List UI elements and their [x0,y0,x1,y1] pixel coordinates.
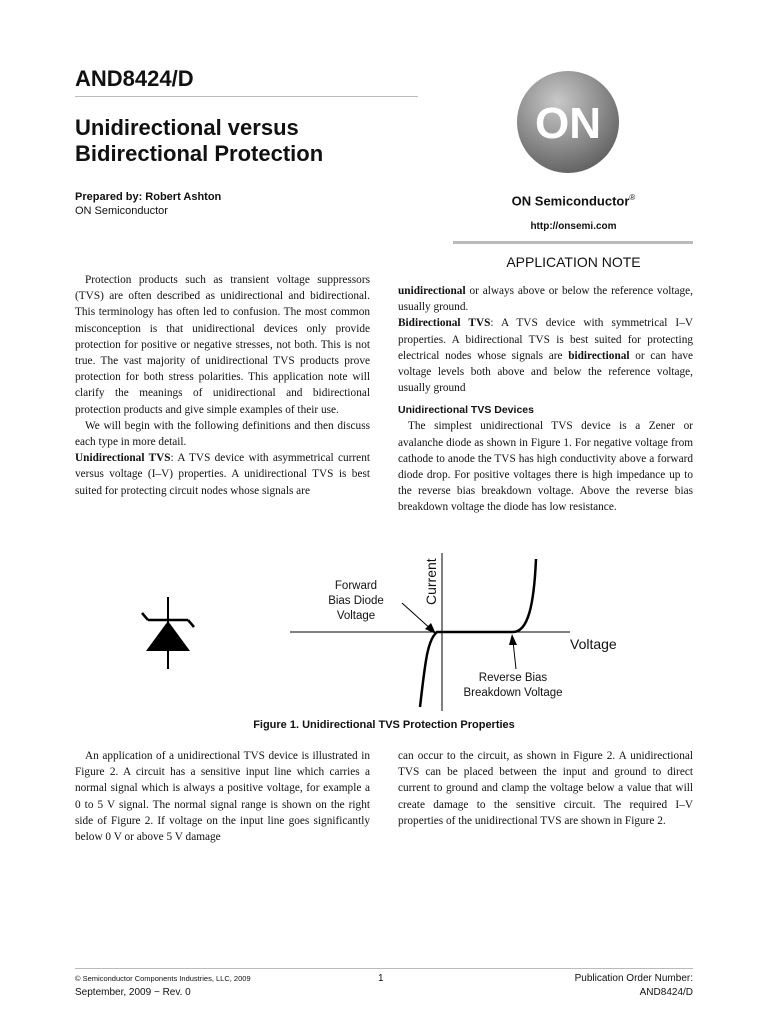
reverse-arrow [513,641,516,669]
title-line-2: Bidirectional Protection [75,141,324,166]
forward-bias-label [328,580,384,622]
brand-divider [453,241,693,244]
document-id: AND8424/D [75,66,194,91]
x-axis-label: Voltage [570,636,617,652]
forward-label-line-1: Forward [334,580,378,592]
document-type: APPLICATION NOTE [506,254,641,270]
company-name-text: ON Semiconductor [511,193,630,209]
definition-bidirectional [398,315,693,396]
copyright-notice: © Semiconductor Components Industries, LLC, 2009 [75,974,251,983]
page-number: 1 [378,973,384,984]
section-heading: Unidirectional TVS Devices [398,404,534,417]
reverse-arrowhead [509,634,517,645]
footer-divider [75,968,693,969]
author-organization: ON Semiconductor [75,205,168,217]
definition-unidirectional [75,450,370,499]
logo-text: ON [535,99,601,148]
page-title [75,115,420,167]
figure-caption: Figure 1. Unidirectional TVS Protection Properties [253,719,515,731]
company-url[interactable]: http://onsemi.com [530,221,617,232]
body-column-4 [398,748,693,829]
application-paragraph: An application of a unidirectional TVS device is illustrated in Figure 2. A circuit has a sensitive input line which carries a normal signal which is always a positive voltage, for example a 0 to 5 V signal. The normal signal range is shown on the right side of Figure 2. If voltage on the input line goes significantly below 0 V or above 5 V damage [75,750,370,844]
publication-order-label: Publication Order Number: [574,973,693,984]
zener-paragraph: The simplest unidirectional TVS device is a Zener or avalanche diode as shown in Figure 1. For negative voltage from cathode to anode the TVS has high conductivity above a forward diode drop. For positive voltages there is high impedance up to the reverse bias breakdown voltage. Above the reverse bias breakdown voltage the diode has low resistance. [398,420,693,514]
company-name [455,193,692,208]
forward-label-line-2: Bias Diode [328,595,384,607]
on-semiconductor-logo [516,70,620,174]
forward-label-line-3: Voltage [336,610,376,622]
header-divider [75,96,418,97]
author-block [75,190,221,218]
definition-unidirectional-cont [398,283,693,315]
body-column-2 [398,283,693,516]
definition-term: Bidirectional TVS [398,317,491,330]
definition-term: Unidirectional TVS [75,452,171,465]
definition-text: or always above or below the reference voltage, usually ground. [398,285,693,314]
date-revision: September, 2009 − Rev. 0 [75,987,191,998]
definition-text: or can have voltage levels both above and below the reference voltage, usually ground [398,349,693,395]
reverse-label-line-2: Breakdown Voltage [463,687,563,699]
body-column-3 [75,748,370,845]
definitions-intro: We will begin with the following definitions and then discuss each type in more detail. [75,419,370,449]
definition-text: : A TVS device with asymmetrical current versus voltage (I–V) properties. A unidirectional TVS is best suited for protecting circuit nodes whose signals are [75,452,370,497]
definition-emphasis: unidirectional [398,285,466,297]
intro-paragraph: Protection products such as transient voltage suppressors (TVS) are often described as unidirectional and bidirectional. This terminology has often led to confusion. The most common misconception is that unidirectional devices only provide protection for positive or negative stresses, not both. This is not true. The vast majority of unidirectional TVS products prove protection for both stress polarities. This application note will clarify the meanings of unidirectional and bidirectional protection products and give simple examples of their use. [75,274,370,416]
body-column-1 [75,272,370,499]
prepared-by: Prepared by: Robert Ashton [75,191,222,203]
tvs-diode-symbol [142,597,194,669]
definition-text: : A TVS device with symmetrical I–V properties. A bidirectional TVS is best suited for protecting electrical nodes whose signals are [398,317,693,362]
figure-1-diagram [120,545,640,715]
publication-number: AND8424/D [639,987,693,998]
application-paragraph-cont: can occur to the circuit, as shown in Figure 2. A unidirectional TVS can be placed between the input and ground to direct current to ground and clamp the voltage below a value that will create damage to the sensitive circuit. The required I–V properties of the unidirectional TVS are shown in Figure 2. [398,750,693,827]
title-line-1: Unidirectional versus [75,115,299,140]
definition-emphasis: bidirectional [568,349,630,362]
registered-mark: ® [629,193,636,202]
reverse-bias-label [463,672,562,699]
reverse-label-line-1: Reverse Bias [478,672,548,684]
y-axis-label: Current [423,558,439,605]
